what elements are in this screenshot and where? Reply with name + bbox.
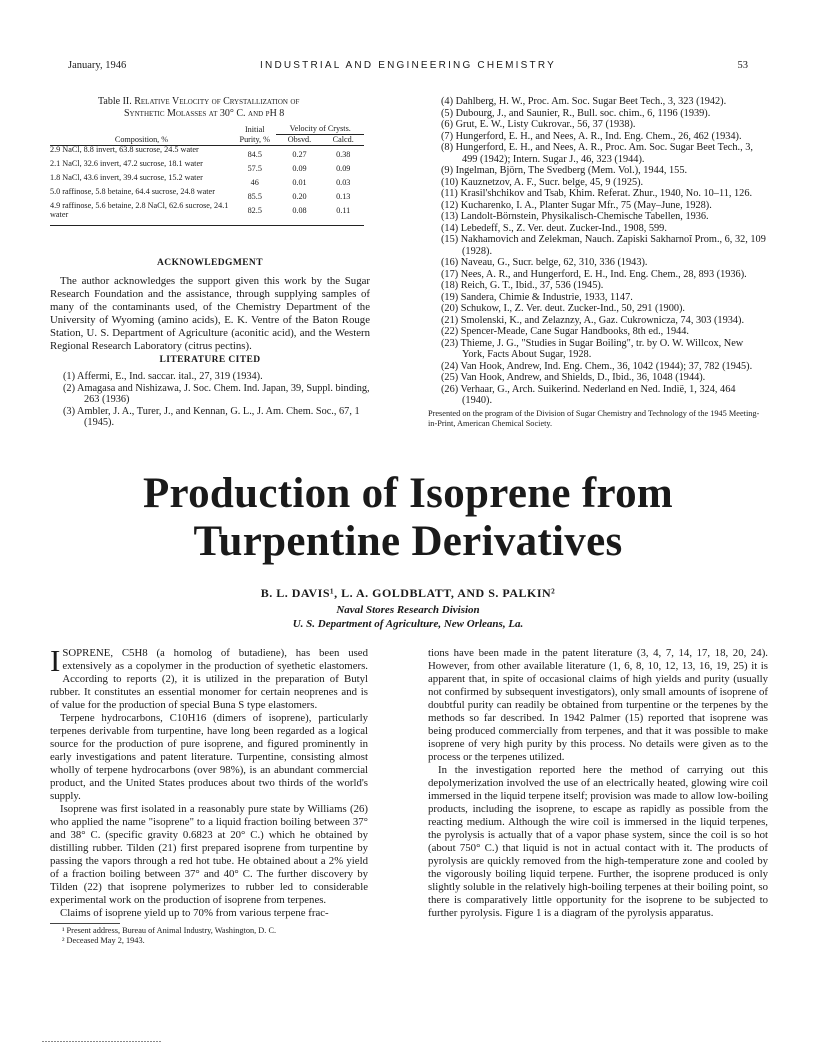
table-label: Table II. bbox=[98, 96, 132, 107]
col-obsvd: Obsvd. bbox=[287, 135, 312, 144]
cell-purity: 46 bbox=[250, 178, 259, 187]
paragraph: Claims of isoprene yield up to 70% from various terpene frac- bbox=[60, 907, 329, 919]
table-row bbox=[50, 174, 364, 188]
cell-calcd: 0.38 bbox=[336, 150, 351, 159]
cell-purity: 85.5 bbox=[247, 192, 262, 201]
reference-item: (13) Landolt-Börnstein, Physikalisch-Chemische Tabellen, 1936. bbox=[441, 211, 709, 222]
reference-item: (26) Verhaar, G., Arch. Suikerind. Nederland en Ned. Indië, 1, 324, 464 (1940). bbox=[441, 383, 736, 406]
cell-obsvd: 0.20 bbox=[292, 192, 307, 201]
reference-item: (16) Naveau, G., Sucr. belge, 62, 310, 336 (1943). bbox=[441, 257, 648, 268]
cell-composition: 4.9 raffinose, 5.6 betaine, 2.8 NaCl, 62.6 sucrose, 24.1 water bbox=[50, 201, 229, 219]
reference-item: (2) Amagasa and Nishizawa, J. Soc. Chem. Ind. Japan, 39, Suppl. binding, 263 (1936) bbox=[63, 382, 370, 405]
reference-item: (19) Sandera, Chimie & Industrie, 1933, 1147. bbox=[441, 291, 633, 303]
cell-purity: 84.5 bbox=[247, 150, 262, 159]
table-title-line1: Relative Velocity of Crystallization of bbox=[134, 96, 300, 107]
header-journal: INDUSTRIAL AND ENGINEERING CHEMISTRY bbox=[260, 60, 556, 71]
cell-purity: 82.5 bbox=[247, 206, 262, 215]
cell-calcd: 0.03 bbox=[336, 178, 351, 187]
crystallization-table bbox=[50, 124, 364, 219]
cell-calcd: 0.11 bbox=[336, 206, 351, 215]
cell-composition: 5.0 raffinose, 5.8 betaine, 64.4 sucrose, 24.8 water bbox=[50, 187, 215, 196]
acknowledgment-text: The author acknowledges the support given this work by the Sugar Research Foundation and the assistance, through supplying samples of many of the contaminants used, of the Chemistry Department of the University of Wyoming (amino acids), E. K. Ventre of the Baton Rouge Station, U. S. Department of Agriculture (aconitic acid), and the Western Regional Research Laboratory (citrus pectins). bbox=[50, 275, 370, 352]
cell-composition: 2.1 NaCl, 32.6 invert, 47.2 sucrose, 18.1 water bbox=[50, 159, 203, 168]
paragraph: Terpene hydrocarbons, C10H16 (dimers of isoprene), particularly terpenes derivable from turpentine, have long been regarded as a logical source for the production of pure isoprene, and figured prominently in early investigations and patent literature. Turpentine, consisting almost wholly of terpene hydrocarbons (over 98%), is an abundant commercial product, and the United States produces about two thirds of the world's supply. bbox=[50, 712, 368, 802]
table-ii bbox=[50, 96, 370, 226]
reference-item: (15) Nakhamovich and Zelekman, Nauch. Zapiski Sakharnoĭ Prom., 6, 32, 109 (1928). bbox=[441, 234, 766, 257]
paragraph: In the investigation reported here the method of carrying out this depolymerization involved the use of an electrically heated, glowing wire coil immersed in the liquid terpene itself; provision was made to allow low-boiling products, including the isoprene, to escape as rapidly as possible from the reacting medium. Although the wire coil is immersed in the liquid terpenes, the pyrolysis is actually that of a vapor phase system, since the coil is so hot (about 750° C.) that liquid is not in actual contact with it. The products of pyrolysis are quickly removed from the high-temperature zone and cooled by the vigorously boiling liquid terpene. Further, the isoprene produced is only slightly soluble in the relatively high-boiling terpenes at their boiling point, so there is comparatively little opportunity for the isoprene to be subjected to further pyrolysis. Figure 1 is a diagram of the pyrolysis apparatus. bbox=[428, 764, 768, 919]
page-number: 53 bbox=[737, 60, 748, 71]
reference-item: (21) Smolenski, K., and Zelaznzy, A., Gaz. Cukrownicza, 74, 303 (1934). bbox=[441, 314, 745, 326]
table-title-line2: Synthetic Molasses at 30° C. and pH 8 bbox=[124, 108, 285, 119]
reference-item: (11) Krasil'shchikov and Tsab, Khim. Referat. Zhur., 1940, No. 10–11, 126. bbox=[441, 188, 753, 199]
reference-item: (17) Nees, A. R., and Hungerford, E. H., Ind. Eng. Chem., 28, 893 (1936). bbox=[441, 268, 747, 280]
col-velocity: Velocity of Crysts. bbox=[276, 124, 364, 135]
cell-calcd: 0.09 bbox=[336, 164, 351, 173]
reference-item: (1) Affermi, E., Ind. saccar. ital., 27, 319 (1934). bbox=[63, 371, 263, 382]
cell-obsvd: 0.08 bbox=[292, 206, 307, 215]
cell-obsvd: 0.09 bbox=[292, 164, 307, 173]
acknowledgment-heading: ACKNOWLEDGMENT bbox=[157, 258, 263, 268]
paragraph-text: SOPRENE, C5H8 (a homolog of butadiene), has been used extensively as a copolymer in the production of syethetic elastomers. According to reports (2), it is utilized in the preparation of Butyl rubber. It constitutes an essential monomer for certain neoprenes and is of value for the production of special Buna S type elastomers. bbox=[50, 647, 368, 711]
cell-calcd: 0.13 bbox=[336, 192, 351, 201]
article-title bbox=[0, 470, 816, 566]
col-calcd: Calcd. bbox=[332, 135, 354, 144]
footnote: ¹ Present address, Bureau of Animal Industry, Washington, D. C. bbox=[62, 926, 277, 935]
affiliation-department: U. S. Department of Agriculture, New Orleans, La. bbox=[292, 618, 524, 630]
paragraph: Isoprene was first isolated in a reasonably pure state by Williams (26) who applied the name "isoprene" to a liquid fraction boiling between 37° and 38° C. (specific gravity 0.6823 at 20° C.) which he obtained by distilling rubber. Tilden (21) first prepared isoprene from turpentine by passing the vapors through a red hot tube. He obtained about a 2% yield of a fraction boiling between 37° and 40° C. The further discovery by Tilden (22) that isoprene polymerizes to rubber led to considerable experimental work on the production of isoprene from terpenes. bbox=[50, 803, 368, 906]
scan-artifact bbox=[42, 1040, 162, 1043]
table-row bbox=[50, 146, 364, 160]
reference-item: (9) Ingelman, Björn, The Svedberg (Mem. Vol.), 1944, 155. bbox=[441, 165, 688, 176]
affiliation-division: Naval Stores Research Division bbox=[336, 604, 480, 616]
reference-item: (14) Lebedeff, S., Z. Ver. deut. Zucker-Ind., 1908, 599. bbox=[441, 222, 667, 234]
title-line-1: Production of Isoprene from bbox=[142, 470, 674, 517]
references-left bbox=[50, 371, 370, 429]
reference-item: (20) Schukow, I., Z. Ver. deut. Zucker-Ind., 50, 291 (1900). bbox=[441, 303, 686, 314]
reference-item: (10) Kauznetzov, A. F., Sucr. belge, 45, 9 (1925). bbox=[441, 176, 644, 188]
cell-composition: 2.9 NaCl, 8.8 invert, 63.8 sucrose, 24.5 water bbox=[50, 145, 199, 154]
col-initial-purity: Initial Purity, % bbox=[239, 125, 270, 144]
reference-item: (6) Grut, E. W., Listy Cukrovar., 56, 37 (1938). bbox=[441, 119, 636, 130]
body-column-left bbox=[50, 643, 368, 946]
cell-composition: 1.8 NaCl, 43.6 invert, 39.4 sucrose, 15.2 water bbox=[50, 173, 203, 182]
authors: B. L. DAVIS¹, L. A. GOLDBLATT, AND S. PALKIN² bbox=[260, 586, 556, 600]
table-row bbox=[50, 188, 364, 202]
drop-cap: I bbox=[50, 643, 61, 678]
table-title bbox=[50, 96, 370, 120]
body-column-right bbox=[428, 647, 768, 920]
title-line-2: Turpentine Derivatives bbox=[193, 518, 623, 565]
footnote: ² Deceased May 2, 1943. bbox=[62, 936, 145, 945]
reference-item: (7) Hungerford, E. H., and Nees, A. R., Ind. Eng. Chem., 26, 462 (1934). bbox=[441, 130, 742, 142]
reference-item: (25) Van Hook, Andrew, and Shields, D., Ibid., 36, 1048 (1944). bbox=[441, 372, 706, 383]
reference-item: (18) Reich, G. T., Ibid., 37, 536 (1945). bbox=[441, 280, 604, 291]
paragraph bbox=[50, 643, 368, 712]
reference-item: (22) Spencer-Meade, Cane Sugar Handbooks, 8th ed., 1944. bbox=[441, 326, 689, 337]
header-date: January, 1946 bbox=[68, 60, 127, 71]
reference-item: (23) Thieme, J. G., "Studies in Sugar Boiling", tr. by O. W. Willcox, New York, Facts About Sugar, 1928. bbox=[441, 337, 744, 360]
references-right bbox=[428, 96, 768, 437]
presented-note: Presented on the program of the Division of Sugar Chemistry and Technology of the 1945 Meeting-in-Print, American Chemical Society. bbox=[428, 408, 760, 428]
reference-item: (4) Dahlberg, H. W., Proc. Am. Soc. Sugar Beet Tech., 3, 323 (1942). bbox=[441, 96, 727, 107]
reference-item: (12) Kucharenko, I. A., Planter Sugar Mfr., 75 (May–June, 1928). bbox=[441, 199, 712, 211]
col-composition: Composition, % bbox=[114, 135, 169, 145]
running-header bbox=[68, 60, 748, 74]
paragraph: tions have been made in the patent literature (3, 4, 7, 14, 17, 18, 20, 24). However, from other available literature (1, 6, 8, 10, 12, 13, 16, 19, 25) it is apparent that, in spite of occasional claims of high yields and purity (usually not confirmed by subsequent investigators), only small amounts of isoprene of doubtful purity can readily be obtained from turpentine or the terpenes by the methods so far described. In 1942 Palmer (15) reported that isoprene was being produced commercially from terpenes, and that it was possible to make isoprene of very high purity by this process. No details were given as to the process or the terpenes utilized. bbox=[428, 647, 768, 763]
table-row bbox=[50, 160, 364, 174]
cell-obsvd: 0.01 bbox=[292, 178, 307, 187]
table-bottom-rule bbox=[50, 225, 364, 226]
table-row bbox=[50, 202, 364, 219]
reference-item: (5) Dubourg, J., and Saunier, R., Bull. soc. chim., 6, 1196 (1939). bbox=[441, 107, 711, 119]
footnotes bbox=[50, 923, 368, 946]
literature-heading: LITERATURE CITED bbox=[159, 355, 261, 365]
reference-item: (8) Hungerford, E. H., and Nees, A. R., Proc. Am. Soc. Sugar Beet Tech., 3, 499 (1942); Intern. Sugar J., 46, 323 (1944). bbox=[441, 142, 753, 165]
cell-obsvd: 0.27 bbox=[292, 150, 307, 159]
cell-purity: 57.5 bbox=[247, 164, 262, 173]
reference-item: (24) Van Hook, Andrew, Ind. Eng. Chem., 36, 1042 (1944); 37, 782 (1945). bbox=[441, 360, 753, 372]
reference-item: (3) Ambler, J. A., Turer, J., and Kennan, G. L., J. Am. Chem. Soc., 67, 1 (1945). bbox=[63, 405, 360, 428]
